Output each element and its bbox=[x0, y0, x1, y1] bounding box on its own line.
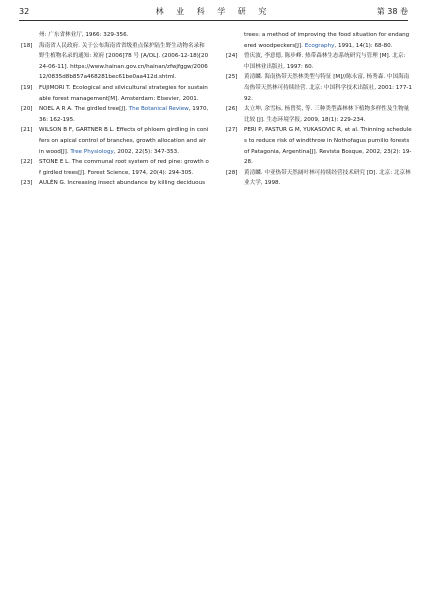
reference-text: trees: a method of improving the food situation for endangered woodpeckers[J]. bbox=[244, 32, 410, 49]
reference-entry bbox=[226, 72, 412, 104]
reference-text: 黄清麟. 海南热带天然林类型与特征 [M]//陈永富, 杨秀森. 中国海南岛热带天然林可持续经营. 北京: 中国科学技术出版社, 2001: 177-192. bbox=[244, 74, 412, 102]
reference-text: STONE E L. The communal root system of red pine: growth of girdled trees[J]. Forest Science, 1974, 20(4): 294-305. bbox=[39, 159, 209, 176]
references-right-column bbox=[226, 30, 412, 189]
reference-entry bbox=[21, 30, 209, 41]
reference-tail: , 2002, 22(5): 347-353. bbox=[113, 148, 180, 155]
page-header bbox=[19, 6, 408, 21]
reference-text: 州: 广东省林业厅, 1966: 329-356. bbox=[39, 32, 129, 38]
reference-entry bbox=[21, 157, 209, 178]
reference-entry bbox=[226, 51, 412, 72]
reference-entry bbox=[226, 104, 412, 125]
reference-entry bbox=[226, 30, 412, 51]
volume-label: 第 38 卷 bbox=[376, 7, 408, 16]
reference-entry bbox=[21, 104, 209, 125]
journal-link[interactable]: Tree Physiology bbox=[70, 148, 114, 155]
reference-text: FUJIMORI T. Ecological and silvicultural strategies for sustainable forest management[M]. Amsterdam: Elsevier, 2001. bbox=[39, 84, 208, 102]
journal-link[interactable]: The Botanical Review bbox=[128, 106, 189, 113]
reference-entry bbox=[226, 125, 412, 167]
page-number: 32 bbox=[19, 7, 30, 16]
reference-entry bbox=[226, 168, 412, 189]
reference-number: [27] bbox=[226, 127, 238, 134]
reference-text: PERI P, PASTUR G M, YUKASOVIC R, et al. Thinning schedules to reduce risk of windthrow in Nothofagus pumilio forests of Patagonia, Argentina[J]. Revista Bosque, 2002, 23(2): 19-28. bbox=[244, 127, 412, 166]
reference-text: 太立坤, 余雪标, 杨曾奖, 等. 三种类型森林林下植物多样性及生物量比较 [J]. 生态环境学报, 2009, 18(1): 229-234. bbox=[244, 106, 410, 123]
reference-entry bbox=[21, 178, 209, 189]
reference-number: [23] bbox=[21, 180, 33, 187]
reference-number: [24] bbox=[226, 53, 238, 60]
reference-tail: , 1970, 36: 162-195. bbox=[39, 106, 209, 123]
reference-number: [26] bbox=[226, 106, 238, 113]
journal-link[interactable]: Ecography bbox=[304, 42, 335, 49]
reference-text: AULÉN G. Increasing insect abundance by killing deciduous bbox=[39, 180, 206, 187]
reference-tail: , 1991, 14(1): 68-80. bbox=[334, 42, 393, 49]
reference-number: [18] bbox=[21, 42, 33, 49]
reference-text: 海南省人民政府. 关于公布海南省省级重点保护陆生野生动物名录和野生植物名录的通知: 琼府 [2006]78 号 [A/OL]. (2006-12-18)[2024-06-11]. https://www.hainan.gov.cn/hainan/zfwjfggw/200612/0835d8b857a468281bec61be0aa412d.shtml. bbox=[39, 42, 209, 81]
reference-entry bbox=[21, 41, 209, 83]
references-left-column bbox=[21, 30, 209, 189]
reference-entry bbox=[21, 83, 209, 104]
reference-number: [22] bbox=[21, 159, 33, 166]
reference-number: [21] bbox=[21, 127, 33, 134]
reference-number: [20] bbox=[21, 106, 33, 113]
reference-number: [25] bbox=[226, 74, 238, 81]
reference-entry bbox=[21, 125, 209, 157]
reference-text: NOEL A R A. The girdled tree[J]. bbox=[39, 106, 129, 113]
reference-text: 曾庆波, 李意德, 陈步峰. 热带森林生态系统研究与管理 [M]. 北京: 中国林业出版社, 1997: 60. bbox=[244, 53, 406, 70]
reference-number: [28] bbox=[226, 169, 238, 176]
journal-title: 林 业 科 学 研 究 bbox=[155, 7, 272, 16]
reference-text: 黄清麟. 中亚热带天然阔叶林可持续经营技术研究 [D]. 北京: 北京林业大学, 1998. bbox=[244, 169, 411, 187]
reference-number: [19] bbox=[21, 84, 33, 91]
reference-text: WILSON B F, GARTNER B L. Effects of phloem girdling in conifers on apical control of branches, growth allocation and air in wood[J]. bbox=[39, 127, 209, 155]
